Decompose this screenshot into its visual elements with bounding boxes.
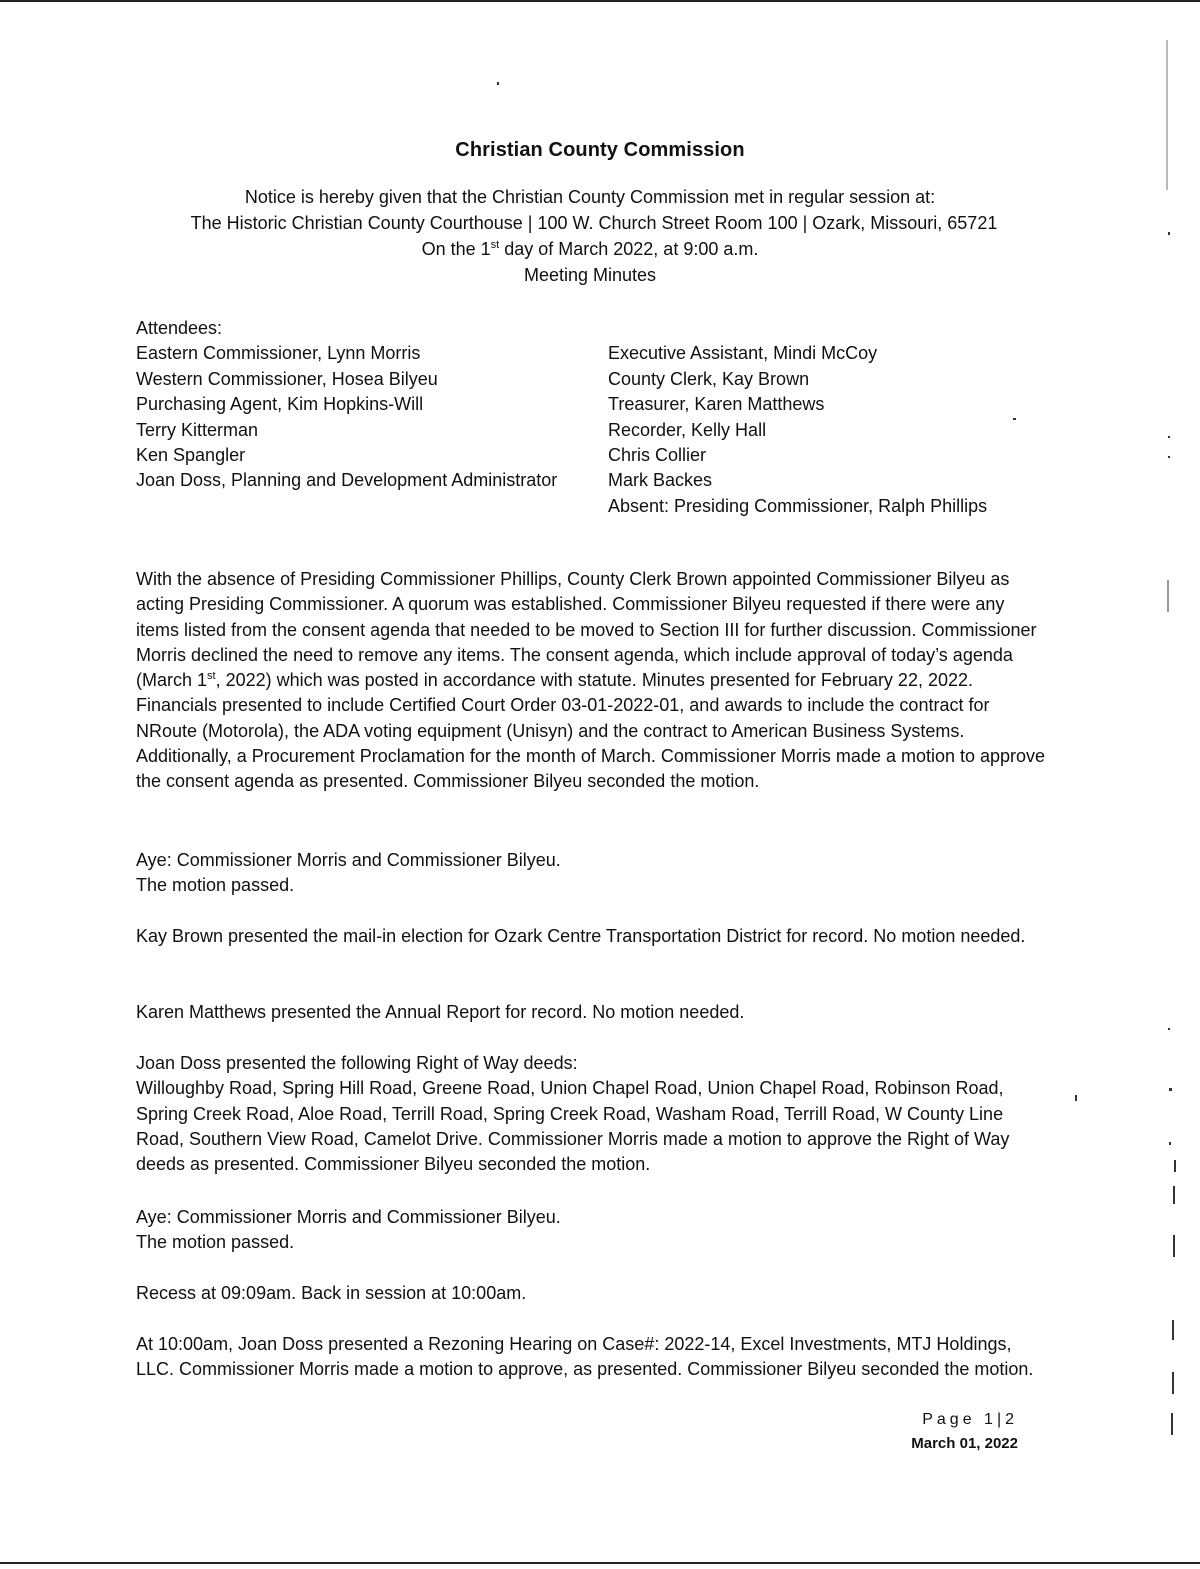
scan-speck <box>1166 40 1168 190</box>
attendee-absent: Absent: Presiding Commissioner, Ralph Phillips <box>608 495 988 516</box>
scan-speck <box>1167 580 1169 612</box>
attendee: Recorder, Kelly Hall <box>608 419 767 440</box>
attendees-section <box>136 316 988 516</box>
deeds-section <box>136 1051 1046 1177</box>
scan-speck <box>1075 1095 1077 1101</box>
notice-date-sup: st <box>490 239 500 251</box>
meeting-notice <box>0 184 1180 288</box>
attendee: County Clerk, Kay Brown <box>608 368 810 389</box>
attendees-heading: Attendees: <box>136 318 223 338</box>
attendee: Ken Spangler <box>136 445 246 466</box>
deeds-body: Willoughby Road, Spring Hill Road, Greene Road, Union Chapel Road, Union Chapel Road, Robinson Road, Spring Creek Road, Aloe Road, Terrill Road, Spring Creek Road, Washam Road, Terrill Road, W County Line Road, Southern View Road, Camelot Drive. Commissioner Morris made a motion to approve the Right of Way deeds as presented. Commissioner Bilyeu seconded the motion. <box>136 1078 1010 1175</box>
scan-speck <box>1172 1372 1174 1394</box>
attendee: Joan Doss, Planning and Development Administrator <box>136 470 558 491</box>
scan-speck <box>497 82 499 85</box>
deeds-intro: Joan Doss presented the following Right of Way deeds: <box>136 1053 578 1073</box>
consent-text-2: , 2022) which was posted in accordance with statute. Minutes presented for February 22, 2022. Financials presented to include Certified Court Order 03-01-2022-01, and awards to include the contract for NRoute (Motorola), the ADA voting equipment (Unisyn) and the contract to American Business Systems. Additionally, a Procurement Proclamation for the month of March. Commissioner Morris made a motion to approve the consent agenda as presented. Commissioner Bilyeu seconded the motion. <box>136 670 1046 792</box>
attendees-right-column <box>608 341 1068 519</box>
scan-speck <box>1168 456 1170 458</box>
vote-line: Aye: Commissioner Morris and Commissioner Bilyeu. <box>136 1207 561 1227</box>
vote-result-1 <box>136 848 1046 899</box>
attendee: Eastern Commissioner, Lynn Morris <box>136 343 421 364</box>
consent-agenda-paragraph <box>136 567 1046 795</box>
vote-line: Aye: Commissioner Morris and Commissioner Bilyeu. <box>136 850 561 870</box>
attendee: Terry Kitterman <box>136 419 259 440</box>
attendee: Western Commissioner, Hosea Bilyeu <box>136 368 438 389</box>
notice-line: Notice is hereby given that the Christian County Commission met in regular session at: <box>244 187 936 207</box>
vote-outcome: The motion passed. <box>136 1232 295 1253</box>
notice-date-suffix: day of March 2022, at 9:00 a.m. <box>499 239 759 259</box>
attendee: Mark Backes <box>608 470 713 491</box>
scan-speck <box>1172 1320 1174 1340</box>
vote-result-2 <box>136 1205 1046 1256</box>
recess-paragraph: Recess at 09:09am. Back in session at 10:00am. <box>136 1283 527 1303</box>
attendee: Executive Assistant, Mindi McCoy <box>608 343 878 364</box>
scan-speck <box>1168 436 1170 438</box>
notice-address: The Historic Christian County Courthouse | 100 W. Church Street Room 100 | Ozark, Missouri, 65721 <box>190 213 998 233</box>
scan-speck <box>1171 1413 1173 1435</box>
annual-report-paragraph: Karen Matthews presented the Annual Report for record. No motion needed. <box>136 1002 745 1022</box>
attendee: Treasurer, Karen Matthews <box>608 394 825 415</box>
rezoning-paragraph: At 10:00am, Joan Doss presented a Rezoning Hearing on Case#: 2022-14, Excel Investments, MTJ Holdings, LLC. Commissioner Morris made a motion to approve, as presented. Commissioner Bilyeu seconded the motion. <box>136 1334 1034 1380</box>
document-title: Christian County Commission <box>455 139 745 161</box>
consent-text-1: With the absence of Presiding Commissioner Phillips, County Clerk Brown appointed Commissioner Bilyeu as acting Presiding Commissioner. A quorum was established. Commissioner Bilyeu requested if there were any items listed from the consent agenda that needed to be moved to Section III for further discussion. Commissioner Morris declined the need to remove any items. The consent agenda, which include approval of today’s agenda (March 1 <box>136 569 1037 691</box>
mail-in-election-paragraph: Kay Brown presented the mail-in election for Ozark Centre Transportation District for record. No motion needed. <box>136 926 1026 946</box>
scan-speck <box>1169 1142 1171 1145</box>
scan-border-top <box>0 0 1200 2</box>
page-number: Page 1|2 <box>922 1411 1018 1428</box>
scan-speck <box>1174 1160 1176 1172</box>
consent-sup: st <box>207 670 216 683</box>
notice-subtitle: Meeting Minutes <box>523 265 657 285</box>
attendees-left-column <box>136 341 606 493</box>
scan-speck <box>1173 1235 1175 1257</box>
scan-border-bottom <box>0 1562 1200 1564</box>
attendee: Purchasing Agent, Kim Hopkins-Will <box>136 394 424 415</box>
notice-date <box>0 236 1180 262</box>
scan-speck <box>1169 1088 1172 1091</box>
footer-date: March 01, 2022 <box>911 1435 1018 1452</box>
attendee: Chris Collier <box>608 445 707 466</box>
vote-outcome: The motion passed. <box>136 875 295 896</box>
scan-speck <box>1168 1028 1170 1030</box>
notice-date-prefix: On the 1 <box>421 239 491 259</box>
page-footer <box>911 1408 1018 1456</box>
scan-speck <box>1173 1186 1175 1204</box>
